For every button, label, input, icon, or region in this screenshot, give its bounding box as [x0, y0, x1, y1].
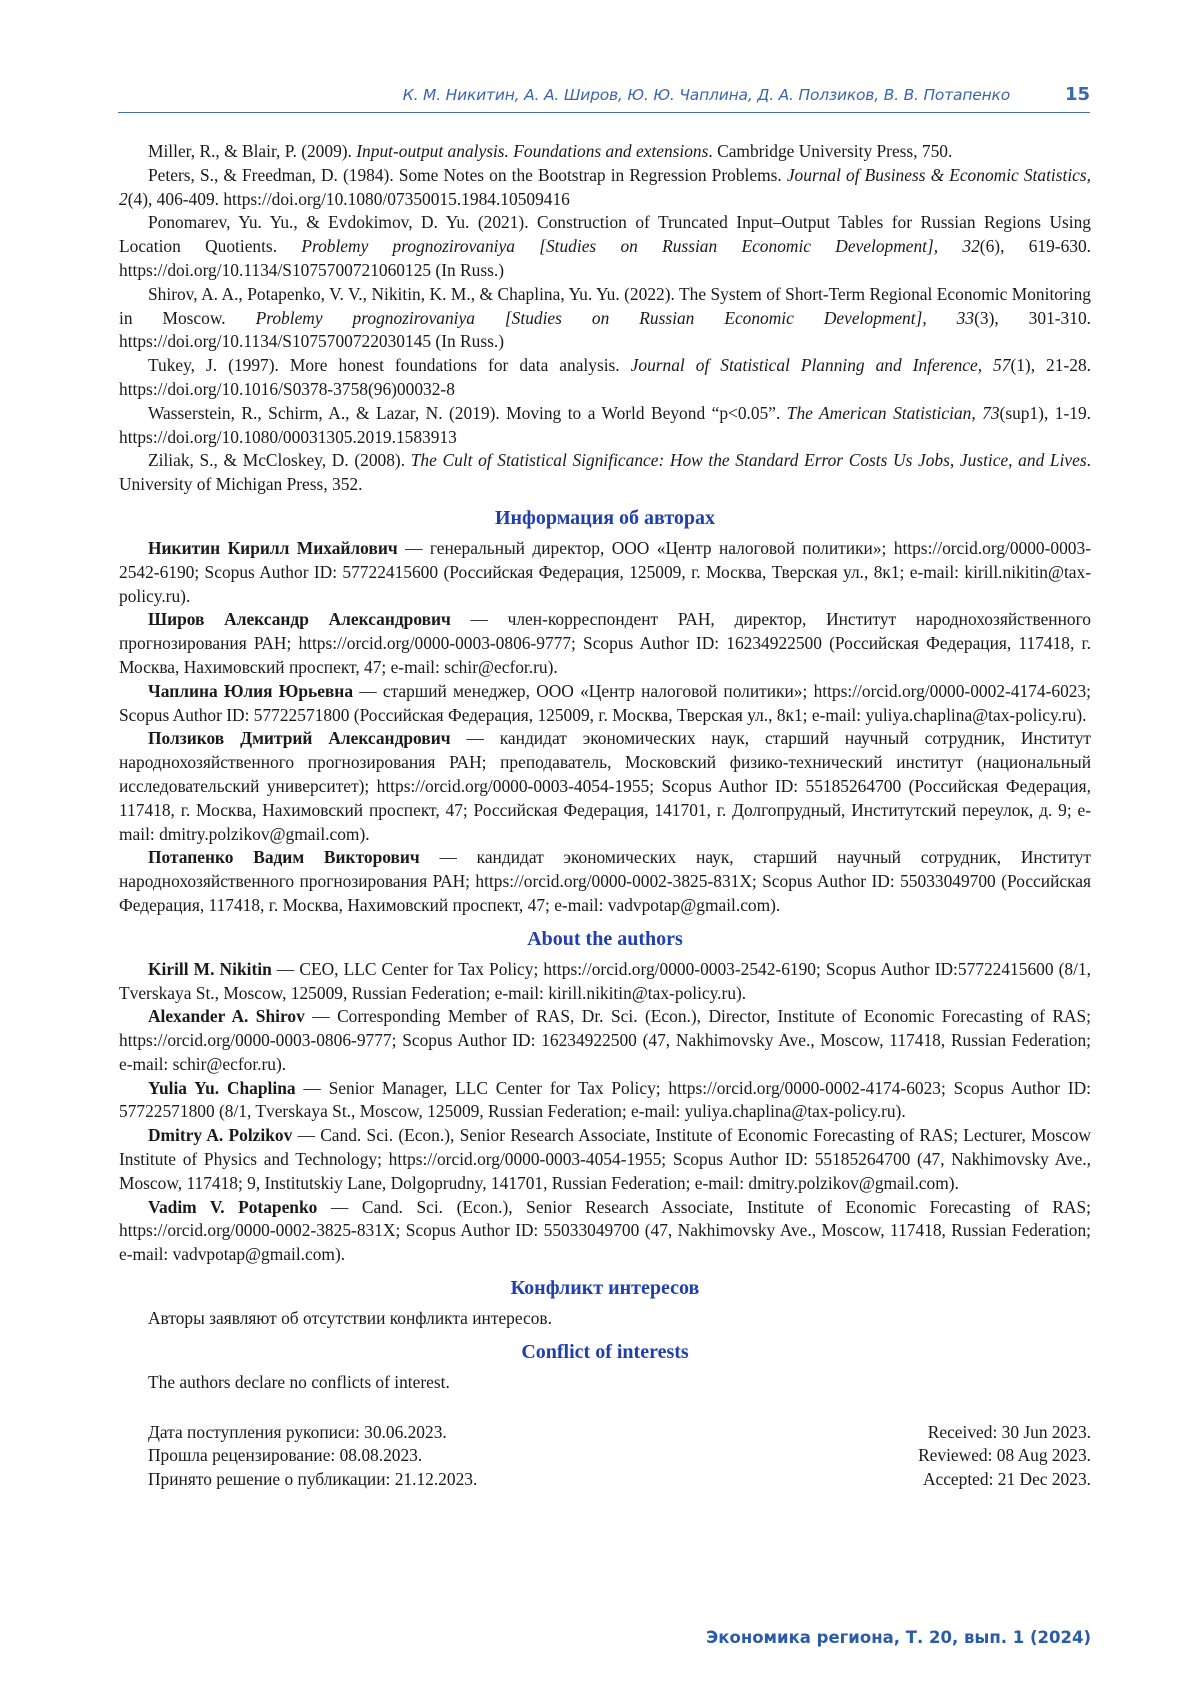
author-info-item: Dmitry A. Polzikov — Cand. Sci. (Econ.), Senior Research Associate, Institute of Economic Forecasting of RAS; Lecturer, Moscow Institute of Physics and Technology; https://orcid.org/0000-0003-4054-1955; Scopus Author ID: 55185264700 (47, Nakhimovsky Ave., Moscow, 117418; 9, Institutskiy Lane, Dolgoprudny, 141701, Russian Federation; e-mail: dmitry.polzikov@gmail.com). — [119, 1125, 1091, 1193]
date-accepted-en: Accepted: 21 Dec 2023. — [922, 1469, 1091, 1490]
authors-en-list — [119, 958, 1091, 1267]
authors-en-heading: About the authors — [527, 927, 683, 950]
reference-item: Shirov, A. A., Potapenko, V. V., Nikitin, K. M., & Chaplina, Yu. Yu. (2022). The System of Short-Term Regional Economic Monitoring in Moscow. Problemy prognozirovaniya [Studies on Russian Economic Development], 33(3), 301-310. https://doi.org/10.1134/S1075700722030145 (In Russ.) — [119, 283, 1091, 352]
date-reviewed-en: Reviewed: 08 Aug 2023. — [918, 1445, 1091, 1466]
author-info-item: Потапенко Вадим Викторович — кандидат экономических наук, старший научный сотрудник, Институт народнохозяйственного прогнозирования РАН; https://orcid.org/0000-0002-3825-831X; Scopus Author ID: 55033049700 (Российская Федерация, 117418, г. Москва, Нахимовский проспект, 47; e-mail: vadvpotap@gmail.com). — [119, 847, 1091, 915]
reference-item: Tukey, J. (1997). More honest foundations for data analysis. Journal of Statistical Planning and Inference, 57(1), 21-28. https://doi.org/10.1016/S0378-3758(96)00032-8 — [119, 355, 1091, 399]
reference-item: Peters, S., & Freedman, D. (1984). Some Notes on the Bootstrap in Regression Problems. Journal of Business & Economic Statistics, 2(4), 406-409. https://doi.org/10.1080/07350015.1984.10509416 — [119, 164, 1091, 209]
date-received-ru: Дата поступления рукописи: 30.06.2023. — [148, 1421, 447, 1442]
date-accepted-ru: Принято решение о публикации: 21.12.2023. — [148, 1469, 478, 1490]
conflict-ru-heading: Конфликт интересов — [510, 1277, 700, 1300]
author-info-item: Чаплина Юлия Юрьевна — старший менеджер, ООО «Центр налоговой политики»; https://orcid.org/0000-0002-4174-6023; Scopus Author ID: 57722571800 (Российская Федерация, 125009, г. Москва, Тверская ул., 8к1; e-mail: yuliya.chaplina@tax-policy.ru). — [119, 680, 1091, 725]
conflict-ru-statement: Авторы заявляют об отсутствии конфликта интересов. — [148, 1308, 552, 1329]
author-info-item: Широв Александр Александрович — член-корреспондент РАН, директор, Институт народнохозяйственного прогнозирования РАН; https://orcid.org/0000-0003-0806-9777; Scopus Author ID: 16234922500 (Российская Федерация, 117418, г. Москва, Нахимовский проспект, 47; e-mail: schir@ecfor.ru). — [119, 609, 1092, 677]
authors-ru-heading: Информация об авторах — [494, 506, 716, 529]
running-header — [118, 86, 1090, 113]
author-info-item: Ползиков Дмитрий Александрович — кандидат экономических наук, старший научный сотрудник, Институт народнохозяйственного прогнозирования РАН; преподаватель, Московский физико-технический институт (национальный исследовательский университет); https://orcid.org/0000-0003-4054-1955; Scopus Author ID: 55185264700 (Российская Федерация, 117418, г. Москва, Нахимовский проспект, 47; Российская Федерация, 141701, г. Долгопрудный, Институтский переулок, д. 9; e-mail: dmitry.polzikov@gmail.com). — [119, 728, 1091, 844]
date-reviewed-ru: Прошла рецензирование: 08.08.2023. — [148, 1445, 423, 1466]
reference-item: Miller, R., & Blair, P. (2009). Input-output analysis. Foundations and extensions. Cambridge University Press, 750. — [148, 141, 953, 161]
submission-dates — [119, 1421, 1091, 1493]
reference-item: Ziliak, S., & McCloskey, D. (2008). The Cult of Statistical Significance: How the Standard Error Costs Us Jobs, Justice, and Lives. University of Michigan Press, 352. — [119, 450, 1091, 495]
author-info-item: Vadim V. Potapenko — Cand. Sci. (Econ.), Senior Research Associate, Institute of Economic Forecasting of RAS; https://orcid.org/0000-0002-3825-831X; Scopus Author ID: 55033049700 (47, Nakhimovsky Ave., Moscow, 117418, Russian Federation; e-mail: vadvpotap@gmail.com). — [119, 1196, 1091, 1265]
conflict-en-heading: Conflict of interests — [521, 1340, 689, 1363]
author-info-item: Yulia Yu. Chaplina — Senior Manager, LLC Center for Tax Policy; https://orcid.org/0000-0002-4174-6023; Scopus Author ID: 57722571800 (8/1, Tverskaya St., Moscow, 125009, Russian Federation; e-mail: yuliya.chaplina@tax-policy.ru). — [119, 1077, 1092, 1122]
running-header-authors: К. М. Никитин, А. А. Широв, Ю. Ю. Чаплина, Д. А. Ползиков, В. В. Потапенко — [402, 86, 1010, 104]
date-received-en: Received: 30 Jun 2023. — [927, 1421, 1091, 1442]
author-info-item: Kirill M. Nikitin — CEO, LLC Center for Tax Policy; https://orcid.org/0000-0003-2542-6190; Scopus Author ID:57722415600 (8/1, Tverskaya St., Moscow, 125009, Russian Federation; e-mail: kirill.nikitin@tax-policy.ru). — [119, 958, 1092, 1003]
reference-item: Wasserstein, R., Schirm, A., & Lazar, N. (2019). Moving to a World Beyond “p<0.05”. The American Statistician, 73(sup1), 1-19. https://doi.org/10.1080/00031305.2019.1583913 — [119, 402, 1091, 447]
dates-en — [918, 1421, 1091, 1492]
reference-list — [119, 140, 1091, 497]
page-content — [119, 140, 1091, 1493]
author-info-item: Никитин Кирилл Михайлович — генеральный директор, ООО «Центр налоговой политики»; https://orcid.org/0000-0003-2542-6190; Scopus Author ID: 57722415600 (Российская Федерация, 125009, г. Москва, Тверская ул., 8к1; e-mail: kirill.nikitin@tax-policy.ru). — [119, 537, 1091, 606]
authors-ru-list — [119, 537, 1091, 918]
journal-footer: Экономика региона, Т. 20, вып. 1 (2024) — [706, 1628, 1091, 1647]
conflict-en-statement: The authors declare no conflicts of interest. — [148, 1371, 450, 1392]
page-number: 15 — [1064, 84, 1090, 105]
author-info-item: Alexander A. Shirov — Corresponding Member of RAS, Dr. Sci. (Econ.), Director, Institute of Economic Forecasting of RAS; https://orcid.org/0000-0003-0806-9777; Scopus Author ID: 16234922500 (47, Nakhimovsky Ave., Moscow, 117418, Russian Federation; e-mail: schir@ecfor.ru). — [119, 1006, 1091, 1074]
reference-item: Ponomarev, Yu. Yu., & Evdokimov, D. Yu. (2021). Construction of Truncated Input–Output Tables for Russian Regions Using Location Quotients. Problemy prognozirovaniya [Studies on Russian Economic Development], 32(6), 619-630. https://doi.org/10.1134/S1075700721060125 (In Russ.) — [119, 212, 1091, 280]
dates-ru — [148, 1421, 477, 1492]
